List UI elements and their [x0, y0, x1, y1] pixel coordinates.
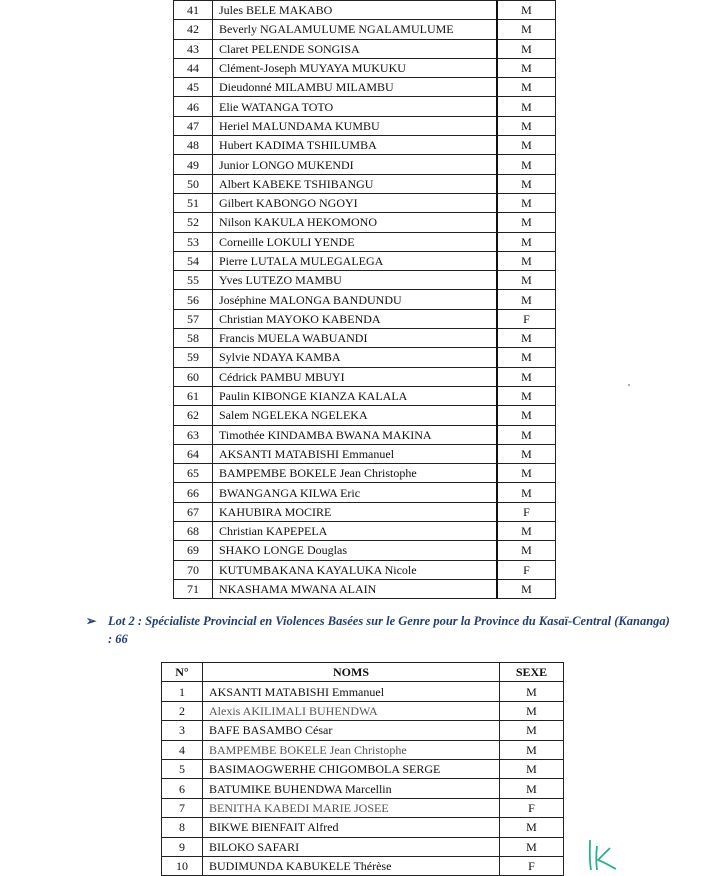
candidate-sex: M	[497, 290, 556, 309]
candidate-name: Timothée KINDAMBA BWANA MAKINA	[213, 425, 498, 444]
candidate-sex: M	[497, 251, 556, 270]
row-number: 60	[174, 367, 213, 386]
table-row	[174, 20, 556, 39]
table-row	[174, 136, 556, 155]
candidate-name: Francis MUELA WABUANDI	[213, 329, 498, 348]
candidate-sex: F	[500, 798, 564, 817]
row-number: 48	[174, 136, 213, 155]
candidate-name: Paulin KIBONGE KIANZA KALALA	[213, 386, 498, 405]
column-header-sex: SEXE	[500, 663, 564, 682]
candidate-name: Corneille LOKULI YENDE	[213, 232, 498, 251]
row-number: 8	[162, 818, 203, 837]
candidate-name: BUDIMUNDA KABUKELE Thérèse	[203, 856, 500, 875]
candidate-sex: M	[500, 759, 564, 778]
candidate-name: Jules BELE MAKABO	[213, 1, 498, 20]
candidate-sex: M	[497, 329, 556, 348]
table-row	[174, 502, 556, 521]
row-number: 1	[162, 682, 203, 701]
candidate-sex: M	[497, 58, 556, 77]
column-header-number: N°	[162, 663, 203, 682]
candidate-sex: M	[497, 97, 556, 116]
table-row	[174, 329, 556, 348]
candidate-name: BAMPEMBE BOKELE Jean Christophe	[203, 740, 500, 759]
candidate-sex: F	[497, 309, 556, 328]
table-row	[174, 174, 556, 193]
candidate-sex: M	[497, 464, 556, 483]
row-number: 43	[174, 39, 213, 58]
table-row	[174, 483, 556, 502]
candidate-sex: M	[497, 193, 556, 212]
candidate-name: Sylvie NDAYA KAMBA	[213, 348, 498, 367]
table-row	[162, 798, 564, 817]
row-number: 42	[174, 20, 213, 39]
table-row	[174, 97, 556, 116]
table-row	[174, 444, 556, 463]
candidate-name: BATUMIKE BUHENDWA Marcellin	[203, 779, 500, 798]
candidate-sex: M	[497, 116, 556, 135]
candidate-sex: F	[497, 560, 556, 579]
candidates-table-body	[174, 1, 556, 599]
candidate-name: BWANGANGA KILWA Eric	[213, 483, 498, 502]
row-number: 41	[174, 1, 213, 20]
row-number: 62	[174, 406, 213, 425]
row-number: 45	[174, 78, 213, 97]
table-row	[162, 740, 564, 759]
row-number: 51	[174, 193, 213, 212]
row-number: 65	[174, 464, 213, 483]
table-row	[162, 837, 564, 856]
table-row	[174, 464, 556, 483]
candidate-name: Albert KABEKE TSHIBANGU	[213, 174, 498, 193]
candidate-name: Christian KAPEPELA	[213, 522, 498, 541]
row-number: 9	[162, 837, 203, 856]
table-row	[174, 425, 556, 444]
candidate-sex: M	[500, 837, 564, 856]
row-number: 71	[174, 579, 213, 598]
candidate-sex: M	[497, 136, 556, 155]
candidate-name: BASIMAOGWERHE CHIGOMBOLA SERGE	[203, 759, 500, 778]
candidate-name: KAHUBIRA MOCIRE	[213, 502, 498, 521]
row-number: 54	[174, 251, 213, 270]
table-row	[174, 290, 556, 309]
candidate-name: Nilson KAKULA HEKOMONO	[213, 213, 498, 232]
row-number: 2	[162, 701, 203, 720]
candidate-name: Salem NGELEKA NGELEKA	[213, 406, 498, 425]
table-row	[162, 818, 564, 837]
candidate-sex: M	[497, 367, 556, 386]
row-number: 58	[174, 329, 213, 348]
table-row	[174, 271, 556, 290]
row-number: 63	[174, 425, 213, 444]
candidates-table-lot-1	[173, 0, 556, 599]
candidates-table-lot-2	[161, 662, 564, 876]
candidate-name: Claret PELENDE SONGISA	[213, 39, 498, 58]
column-header-names: NOMS	[203, 663, 500, 682]
candidate-sex: M	[497, 348, 556, 367]
table-header	[162, 663, 564, 682]
table-row	[174, 386, 556, 405]
candidate-name: KUTUMBAKANA KAYALUKA Nicole	[213, 560, 498, 579]
candidate-name: BAMPEMBE BOKELE Jean Christophe	[213, 464, 498, 483]
table-row	[174, 78, 556, 97]
candidate-name: Alexis AKILIMALI BUHENDWA	[203, 701, 500, 720]
candidate-name: Pierre LUTALA MULEGALEGA	[213, 251, 498, 270]
table-row	[174, 193, 556, 212]
row-number: 50	[174, 174, 213, 193]
candidate-name: Clément-Joseph MUYAYA MUKUKU	[213, 58, 498, 77]
row-number: 47	[174, 116, 213, 135]
candidate-sex: M	[497, 522, 556, 541]
row-number: 46	[174, 97, 213, 116]
table-row	[174, 1, 556, 20]
row-number: 70	[174, 560, 213, 579]
candidate-name: BILOKO SAFARI	[203, 837, 500, 856]
table-row	[174, 58, 556, 77]
candidate-sex: M	[497, 444, 556, 463]
candidate-name: Heriel MALUNDAMA KUMBU	[213, 116, 498, 135]
table-row	[174, 541, 556, 560]
candidate-sex: M	[500, 779, 564, 798]
row-number: 68	[174, 522, 213, 541]
candidate-sex: M	[497, 213, 556, 232]
table-row	[162, 779, 564, 798]
row-number: 52	[174, 213, 213, 232]
candidate-name: AKSANTI MATABISHI Emmanuel	[203, 682, 500, 701]
candidate-name: Beverly NGALAMULUME NGALAMULUME	[213, 20, 498, 39]
candidate-sex: M	[497, 232, 556, 251]
candidate-sex: M	[500, 701, 564, 720]
candidate-sex: M	[497, 1, 556, 20]
candidate-name: Hubert KADIMA TSHILUMBA	[213, 136, 498, 155]
arrow-bullet-icon: ➢	[86, 614, 97, 628]
row-number: 49	[174, 155, 213, 174]
table-row	[174, 116, 556, 135]
row-number: 5	[162, 759, 203, 778]
speck-mark	[628, 384, 630, 386]
candidate-sex: M	[497, 78, 556, 97]
row-number: 64	[174, 444, 213, 463]
candidate-name: NKASHAMA MWANA ALAIN	[213, 579, 498, 598]
candidate-sex: M	[497, 386, 556, 405]
candidate-name: Christian MAYOKO KABENDA	[213, 309, 498, 328]
candidate-name: Junior LONGO MUKENDI	[213, 155, 498, 174]
candidate-sex: M	[500, 682, 564, 701]
table-header-row	[162, 663, 564, 682]
table-row	[174, 579, 556, 598]
candidate-name: Yves LUTEZO MAMBU	[213, 271, 498, 290]
candidate-name: Elie WATANGA TOTO	[213, 97, 498, 116]
candidate-sex: M	[497, 271, 556, 290]
candidates-table-body	[162, 682, 564, 876]
table-row	[174, 560, 556, 579]
candidate-sex: M	[497, 174, 556, 193]
candidate-name: Gilbert KABONGO NGOYI	[213, 193, 498, 212]
table-row	[174, 213, 556, 232]
row-number: 67	[174, 502, 213, 521]
candidate-name: Cédrick PAMBU MBUYI	[213, 367, 498, 386]
candidate-sex: M	[500, 721, 564, 740]
candidate-name: Dieudonné MILAMBU MILAMBU	[213, 78, 498, 97]
row-number: 66	[174, 483, 213, 502]
candidate-sex: M	[500, 740, 564, 759]
lot-2-heading	[86, 612, 676, 648]
candidate-name: Joséphine MALONGA BANDUNDU	[213, 290, 498, 309]
table-row	[162, 682, 564, 701]
candidate-name: BENITHA KABEDI MARIE JOSEE	[203, 798, 500, 817]
row-number: 59	[174, 348, 213, 367]
row-number: 7	[162, 798, 203, 817]
table-row	[174, 367, 556, 386]
row-number: 53	[174, 232, 213, 251]
row-number: 55	[174, 271, 213, 290]
table-row	[174, 406, 556, 425]
table-row	[174, 232, 556, 251]
row-number: 6	[162, 779, 203, 798]
table-row	[174, 39, 556, 58]
table-row	[174, 348, 556, 367]
candidate-sex: M	[497, 406, 556, 425]
candidate-name: SHAKO LONGE Douglas	[213, 541, 498, 560]
candidate-sex: F	[497, 502, 556, 521]
candidate-sex: M	[497, 483, 556, 502]
row-number: 44	[174, 58, 213, 77]
candidate-name: BAFE BASAMBO César	[203, 721, 500, 740]
candidate-sex: M	[500, 818, 564, 837]
table-row	[162, 759, 564, 778]
table-row	[174, 309, 556, 328]
row-number: 56	[174, 290, 213, 309]
handwritten-initials-icon	[584, 836, 620, 872]
table-row	[174, 251, 556, 270]
candidate-sex: M	[497, 579, 556, 598]
row-number: 10	[162, 856, 203, 875]
table-row	[174, 522, 556, 541]
row-number: 4	[162, 740, 203, 759]
candidate-sex: M	[497, 39, 556, 58]
lot-2-heading-text: Lot 2 : Spécialiste Provincial en Violences Basées sur le Genre pour la Province du Kasaï-Central (Kananga) : 66	[108, 614, 670, 646]
row-number: 69	[174, 541, 213, 560]
candidate-sex: M	[497, 541, 556, 560]
row-number: 61	[174, 386, 213, 405]
table-row	[162, 701, 564, 720]
row-number: 57	[174, 309, 213, 328]
candidate-sex: M	[497, 425, 556, 444]
candidate-name: BIKWE BIENFAIT Alfred	[203, 818, 500, 837]
candidate-sex: F	[500, 856, 564, 875]
table-row	[162, 721, 564, 740]
candidate-name: AKSANTI MATABISHI Emmanuel	[213, 444, 498, 463]
candidate-sex: M	[497, 20, 556, 39]
table-row	[174, 155, 556, 174]
candidate-sex: M	[497, 155, 556, 174]
row-number: 3	[162, 721, 203, 740]
